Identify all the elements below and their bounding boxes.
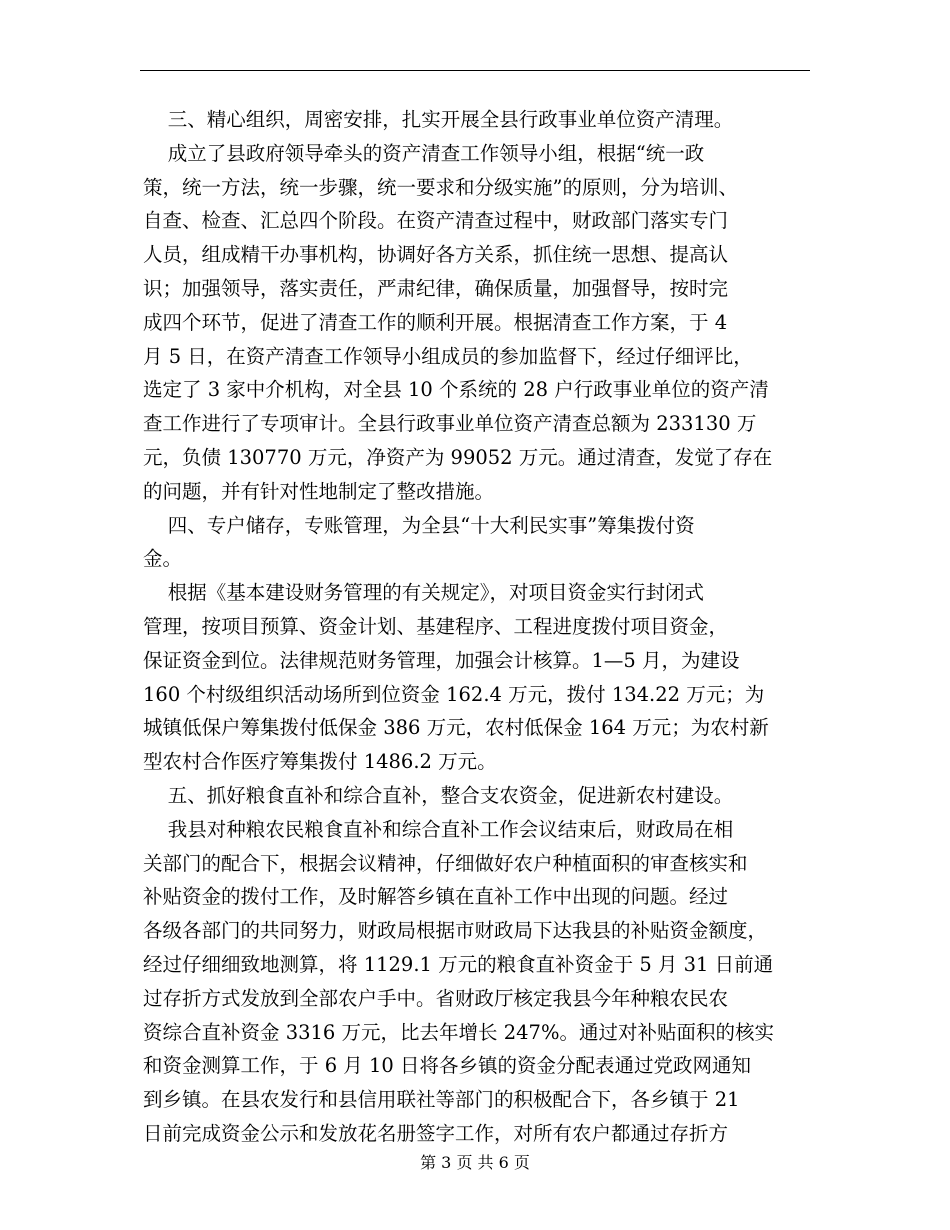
text-line: 经过仔细细致地测算，将 1129.1 万元的粮食直补资金于 5 月 31 日前通	[143, 952, 774, 976]
text-line: 关部门的配合下，根据会议精神，仔细做好农户种植面积的审查核实和	[143, 851, 748, 875]
text-line: 三、精心组织，周密安排，扎实开展全县行政事业单位资产清理。	[143, 108, 734, 131]
text-line: 我县对种粮农民粮食直补和综合直补工作会议结束后，财政局在相	[143, 817, 734, 841]
text-line: 和资金测算工作，于 6 月 10 日将各乡镇的资金分配表通过党政网通知	[143, 1054, 752, 1078]
text-line: 保证资金到位。法律规范财务管理，加强会计核算。1—5 月，为建设	[143, 648, 740, 672]
text-line: 月 5 日，在资产清查工作领导小组成员的参加监督下，经过仔细评比，	[143, 344, 753, 368]
text-line: 五、抓好粮食直补和综合直补，整合支农资金，促进新农村建设。	[143, 783, 734, 807]
text-line: 160 个村级组织活动场所到位资金 162.4 万元，拨付 134.22 万元；为	[143, 682, 765, 706]
text-line: 过存折方式发放到全部农户手中。省财政厅核定我县今年种粮农民农	[143, 986, 729, 1010]
text-line: 金。	[143, 547, 183, 571]
text-line: 成立了县政府领导牵头的资产清查工作领导小组，根据“统一政	[143, 141, 705, 165]
text-line: 资综合直补资金 3316 万元，比去年增长 247%。通过对补贴面积的核实	[143, 1020, 774, 1044]
text-line: 策，统一方法，统一步骤，统一要求和分级实施”的原则，分为培训、	[143, 175, 738, 199]
text-line: 成四个环节，促进了清查工作的顺利开展。根据清查工作方案，于 4	[143, 310, 728, 334]
text-line: 型农村合作医疗筹集拨付 1486.2 万元。	[143, 750, 497, 774]
text-line: 补贴资金的拨付工作，及时解答乡镇在直补工作中出现的问题。经过	[143, 885, 729, 909]
text-line: 根据《基本建设财务管理的有关规定》，对项目资金实行封闭式	[143, 581, 705, 605]
text-line: 各级各部门的共同努力，财政局根据市财政局下达我县的补贴资金额度，	[143, 919, 768, 943]
text-line: 管理，按项目预算、资金计划、基建程序、工程进度拨付项目资金，	[143, 614, 729, 638]
text-line: 四、专户储存，专账管理，为全县“十大利民实事”筹集拨付资	[143, 513, 695, 537]
text-line: 城镇低保户筹集拨付低保金 386 万元，农村低保金 164 万元；为农村新	[143, 716, 769, 740]
text-line: 日前完成资金公示和发放花名册签字工作，对所有农户都通过存折方	[143, 1121, 729, 1145]
text-line: 到乡镇。在县农发行和县信用联社等部门的积极配合下，各乡镇于 21	[143, 1088, 740, 1112]
header-rule	[140, 70, 810, 71]
text-line: 元，负债 130770 万元，净资产为 99052 万元。通过清查，发觉了存在	[143, 445, 773, 469]
text-line: 的问题，并有针对性地制定了整改措施。	[143, 479, 495, 503]
text-line: 识；加强领导，落实责任，严肃纪律，确保质量，加强督导，按时完	[143, 276, 729, 300]
text-line: 自查、检查、汇总四个阶段。在资产清查过程中，财政部门落实专门	[143, 209, 729, 233]
document-body	[143, 103, 810, 1151]
page-number-footer: 第 3 页 共 6 页	[420, 1153, 530, 1172]
text-line: 人员，组成精干办事机构，协调好各方关系，抓住统一思想、提高认	[143, 243, 729, 267]
text-line: 查工作进行了专项审计。全县行政事业单位资产清查总额为 233130 万	[143, 412, 757, 436]
text-line: 选定了 3 家中介机构，对全县 10 个系统的 28 户行政事业单位的资产清	[143, 378, 769, 402]
